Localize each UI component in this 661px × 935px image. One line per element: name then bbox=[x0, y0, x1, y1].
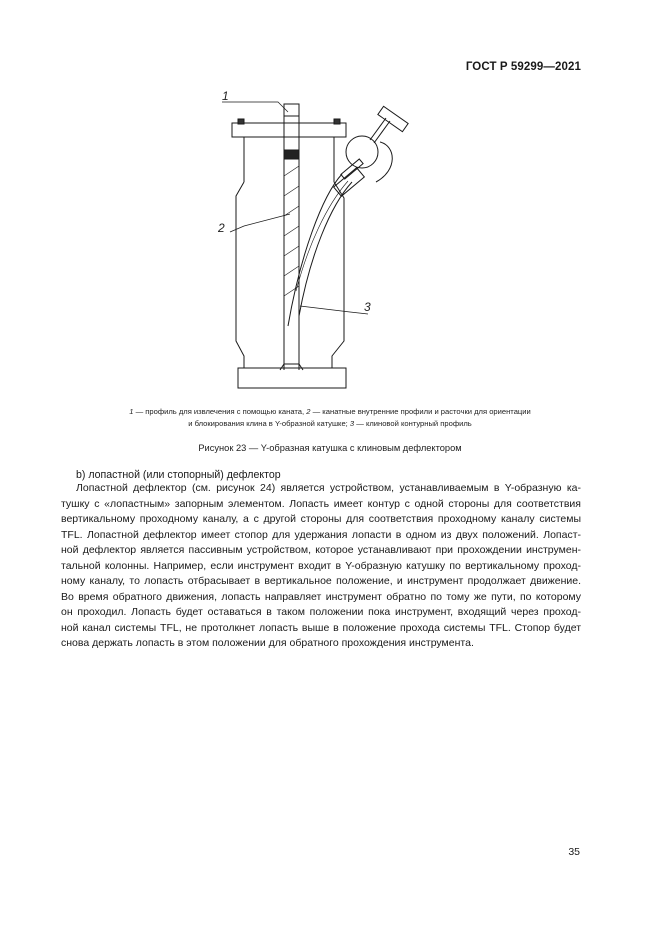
callout-3: 3 bbox=[364, 300, 371, 314]
page-number: 35 bbox=[568, 846, 580, 858]
body-line: вертикальному проходному каналу, а с другой стороны для соответствия проходному каналу системы bbox=[61, 513, 581, 525]
wedge-rod bbox=[284, 166, 299, 296]
body-line: тальной колонны. Например, если инструмент входит в Y-образную катушку по вертикальному проход- bbox=[61, 559, 581, 572]
valve-ball bbox=[346, 136, 378, 168]
body-line: он проходил. Лопасть будет оставаться в таком положении пока инструмент, входящий через проход- bbox=[61, 606, 581, 618]
callout-1: 1 bbox=[222, 89, 229, 103]
body-line: TFL. Лопастной дефлектор имеет стопор для удержания лопасти в одном из двух положений. Лопаст- bbox=[61, 528, 581, 541]
body-line: Во время обратного движения, лопасть направляет инструмент обратно по тому же пути, по которому bbox=[61, 590, 581, 603]
top-flange bbox=[232, 123, 346, 137]
figure-y-spool-drawing bbox=[200, 86, 440, 396]
body-line: ной дефлектор является пассивным устройством, которое устанавливают при прохождении инструмен- bbox=[61, 544, 581, 556]
figure-caption: Рисунок 23 — Y-образная катушка с клиновым дефлектором bbox=[198, 443, 462, 453]
callout-2: 2 bbox=[218, 221, 225, 235]
body-paragraph bbox=[61, 481, 581, 652]
standard-code-header: ГОСТ Р 59299—2021 bbox=[465, 61, 581, 73]
bottom-flange bbox=[238, 368, 346, 388]
section-heading: b) лопастной (или стопорный) дефлектор bbox=[76, 469, 281, 481]
figure-legend-line-2: и блокирования клина в Y-образной катушке; 3 — клиновой контурный профиль bbox=[188, 419, 472, 428]
body-line: ному каналу, то лопасть отбрасывает в вертикальное положение, и инструмент продолжает движение. bbox=[61, 575, 581, 587]
figure-legend-line-1: 1 — профиль для извлечения с помощью каната, 2 — канатные внутренние профили и расточки для ориентации bbox=[129, 407, 531, 416]
body-line: ной канал системы TFL, не протолкнет лопасть выше в положение прохода системы TFL. Стопор будет bbox=[61, 621, 581, 634]
handwheel bbox=[378, 106, 408, 131]
y-spool-drawing bbox=[200, 86, 440, 396]
body-line: Лопастной дефлектор (см. рисунок 24) является устройством, устанавливаемым в Y-образную ка- bbox=[76, 482, 581, 494]
body-line: снова держать лопасть в этом положении для обратного прохождения инструмента. bbox=[61, 637, 474, 649]
body-line: тушку с «лопастным» запорным элементом. Лопасть имеет контур с одной стороны для соответствия bbox=[61, 497, 581, 510]
